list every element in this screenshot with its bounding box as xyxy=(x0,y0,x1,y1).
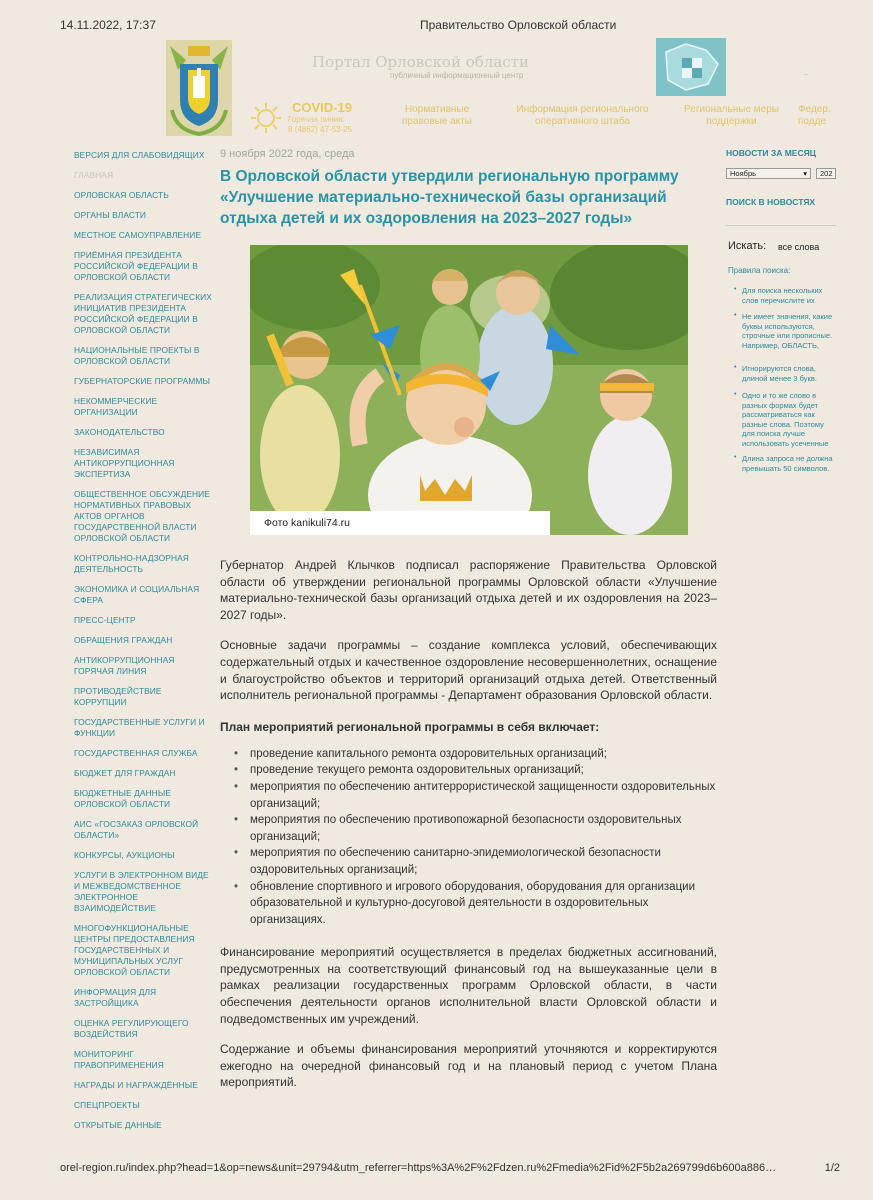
sidebar-item-control-supervision[interactable]: КОНТРОЛЬНО-НАДЗОРНАЯ ДЕЯТЕЛЬНОСТЬ xyxy=(74,553,189,574)
article-paragraph-2: Основные задачи программы – создание комплекса условий, обеспечивающих содержательный отдых и качественное оздоровление несовершеннолетних, оснащение и благоустройство объектов и территорий организаций отдыха детей. Ответственный исполнитель региональной программы - Департамент образования Орловской области. xyxy=(220,638,717,703)
search-scope[interactable]: все слова xyxy=(778,242,820,252)
sidebar-item-economy-social[interactable]: ЭКОНОМИКА И СОЦИАЛЬНАЯ СФЕРА xyxy=(74,584,200,605)
sidebar-nav xyxy=(74,150,214,1140)
bullet-icon: • xyxy=(734,454,737,461)
children-festival-image xyxy=(250,245,688,535)
plan-list xyxy=(220,746,717,929)
article-title: В Орловской области утвердили региональную программу «Улучшение материально-технической базы организаций отдыха детей и их оздоровления на 2023–2027 годы» xyxy=(220,168,679,227)
sidebar-item-legislation[interactable]: ЗАКОНОДАТЕЛЬСТВО xyxy=(74,427,165,437)
bullet-icon: • xyxy=(734,391,737,398)
article-date: 9 ноября 2022 года, среда xyxy=(220,148,355,160)
covid-title: COVID-19 xyxy=(292,100,352,115)
list-item: • обновление спортивного и игрового оборудования, оборудования для организации образовательной и культурно-досуговой деятельности в оздоровительных организациях. xyxy=(234,879,717,929)
sidebar-item-anticorruption[interactable]: ПРОТИВОДЕЙСТВИЕ КОРРУПЦИИ xyxy=(74,686,162,707)
print-page-number: 1/2 xyxy=(824,1162,840,1174)
covid-hotline-phone: 8 (4862) 47-53-25 xyxy=(288,125,353,134)
list-item: • проведение капитального ремонта оздоровительных организаций; xyxy=(234,746,717,763)
article-photo xyxy=(250,245,688,535)
chevron-down-icon: ▾ xyxy=(803,169,807,178)
search-input[interactable] xyxy=(726,218,836,226)
sidebar-item-goszakaz[interactable]: АИС «ГОСЗАКАЗ ОРЛОВСКОЙ ОБЛАСТИ» xyxy=(74,819,199,840)
site-subtitle: публичный информационный центр xyxy=(390,71,524,80)
nav-legal-acts[interactable]: Нормативные правовые акты xyxy=(402,104,472,127)
corner-dash: – xyxy=(804,70,809,79)
sidebar-item-citizen-appeals[interactable]: ОБРАЩЕНИЯ ГРАЖДАН xyxy=(74,635,173,645)
covid-hotline-banner[interactable] xyxy=(250,100,385,140)
list-item: • мероприятия по обеспечению противопожарной безопасности оздоровительных организаций; xyxy=(234,812,717,845)
sidebar-item-president-reception[interactable]: ПРИЁМНАЯ ПРЕЗИДЕНТА РОССИЙСКОЙ ФЕДЕРАЦИИ В ОРЛОВСКОЙ ОБЛАСТИ xyxy=(74,250,198,282)
nav-federal-support[interactable]: Федер. подде xyxy=(798,104,831,127)
sidebar-item-nonprofits[interactable]: НЕКОММЕРЧЕСКИЕ ОРГАНИЗАЦИИ xyxy=(74,396,158,417)
article-paragraph-4: Содержание и объемы финансирования мероприятий уточняются и корректируются ежегодно на очередной финансовый год и на плановый период с учетом Плана мероприятий. xyxy=(220,1042,717,1090)
article-paragraph-1: Губернатор Андрей Клычков подписал распоряжение Правительства Орловской области об утверждении региональной программы Орловской области «Улучшение материально-технической базы организаций отдыха детей и их оздоровления на 2023–2027 годы». xyxy=(220,558,717,622)
sidebar-item-developers[interactable]: ИНФОРМАЦИЯ ДЛЯ ЗАСТРОЙЩИКА xyxy=(74,987,157,1008)
photo-caption: Фото kanikuli74.ru xyxy=(250,511,550,535)
search-rule-2: Не имеет значения, какие буквы используются, строчные или прописные. Например, ОБЛАСТЬ, xyxy=(742,312,833,350)
sidebar-item-budget-citizens[interactable]: БЮДЖЕТ ДЛЯ ГРАЖДАН xyxy=(74,768,176,778)
nav-regional-support[interactable]: Региональные меры поддержки xyxy=(684,104,779,127)
search-rule-5: Длина запроса не должна превышать 50 символов. xyxy=(742,454,833,473)
covid-hotline-label: Горячая линия: xyxy=(288,115,345,124)
print-header xyxy=(60,18,840,34)
list-item: • мероприятия по обеспечению санитарно-эпидемиологической безопасности оздоровительных организаций; xyxy=(234,845,717,878)
sidebar-item-press-center[interactable]: ПРЕСС-ЦЕНТР xyxy=(74,615,136,625)
search-rules-title: Правила поиска: xyxy=(728,266,791,275)
sidebar-item-e-services[interactable]: УСЛУГИ В ЭЛЕКТРОННОМ ВИДЕ И МЕЖВЕДОМСТВЕННОЕ ЭЛЕКТРОННОЕ ВЗАИМОДЕЙСТВИЕ xyxy=(74,870,209,913)
sidebar-item-region[interactable]: ОРЛОВСКАЯ ОБЛАСТЬ xyxy=(74,190,169,200)
sidebar-item-mfc[interactable]: МНОГОФУНКЦИОНАЛЬНЫЕ ЦЕНТРЫ ПРЕДОСТАВЛЕНИЯ ГОСУДАРСТВЕННЫХ И МУНИЦИПАЛЬНЫХ УСЛУГ ОРЛОВСКОЙ ОБЛАСТИ xyxy=(74,923,195,977)
sidebar-item-authorities[interactable]: ОРГАНЫ ВЛАСТИ xyxy=(74,210,147,220)
sidebar-item-special-projects[interactable]: СПЕЦПРОЕКТЫ xyxy=(74,1100,140,1110)
year-select-value: 202 xyxy=(820,169,833,178)
sidebar-item-low-vision[interactable]: ВЕРСИЯ ДЛЯ СЛАБОВИДЯЩИХ xyxy=(74,150,205,160)
coat-of-arms-logo[interactable] xyxy=(166,40,232,136)
sidebar-item-home[interactable]: ГЛАВНАЯ xyxy=(74,170,114,180)
sidebar-item-open-data[interactable]: ОТКРЫТЫЕ ДАННЫЕ xyxy=(74,1120,162,1130)
sidebar-item-public-discussion[interactable]: ОБЩЕСТВЕННОЕ ОБСУЖДЕНИЕ НОРМАТИВНЫХ ПРАВОВЫХ АКТОВ ОРГАНОВ ГОСУДАРСТВЕННОЙ ВЛАСТИ ОРЛОВСКОЙ ОБЛАСТИ xyxy=(74,489,210,543)
sidebar-item-public-services[interactable]: ГОСУДАРСТВЕННЫЕ УСЛУГИ И ФУНКЦИИ xyxy=(74,717,205,738)
region-map-icon[interactable] xyxy=(656,38,726,96)
sidebar-item-national-projects[interactable]: НАЦИОНАЛЬНЫЕ ПРОЕКТЫ В ОРЛОВСКОЙ ОБЛАСТИ xyxy=(74,345,200,366)
search-rule-4: Одно и то же слово в разных формах будет рассматриваться как разные слова. Поэтому для поиска лучше использовать усеченные xyxy=(742,391,829,448)
month-select-value: Ноябрь xyxy=(730,169,757,178)
sidebar-item-awards[interactable]: НАГРАДЫ И НАГРАЖДЁННЫЕ xyxy=(74,1080,198,1090)
site-title[interactable]: Портал Орловской области xyxy=(312,53,529,71)
sidebar-item-anticorruption-hotline[interactable]: АНТИКОРРУПЦИОННАЯ ГОРЯЧАЯ ЛИНИЯ xyxy=(74,655,175,676)
sidebar-item-anticorruption-expertise[interactable]: НЕЗАВИСИМАЯ АНТИКОРРУПЦИОННАЯ ЭКСПЕРТИЗА xyxy=(74,447,175,479)
search-rule-1: Для поиска нескольких слов перечислите их xyxy=(742,286,823,305)
search-rule-3: Игнорируются слова, длиной менее 3 букв. xyxy=(742,364,817,383)
search-label: Искать: xyxy=(728,240,767,252)
bullet-icon: • xyxy=(734,286,737,293)
sidebar-item-strategic-initiatives[interactable]: РЕАЛИЗАЦИЯ СТРАТЕГИЧЕСКИХ ИНИЦИАТИВ ПРЕЗИДЕНТА РОССИЙСКОЙ ФЕДЕРАЦИИ В ОРЛОВСКОЙ ОБЛАСТИ xyxy=(74,292,212,335)
print-title: Правительство Орловской области xyxy=(420,18,617,32)
month-select[interactable] xyxy=(726,168,811,179)
news-month-heading: НОВОСТИ ЗА МЕСЯЦ xyxy=(726,148,816,158)
sidebar-item-civil-service[interactable]: ГОСУДАРСТВЕННАЯ СЛУЖБА xyxy=(74,748,198,758)
bullet-icon: • xyxy=(734,312,737,319)
print-date: 14.11.2022, 17:37 xyxy=(60,18,156,32)
sidebar-item-tenders[interactable]: КОНКУРСЫ, АУКЦИОНЫ xyxy=(74,850,175,860)
sidebar-item-regulatory-impact[interactable]: ОЦЕНКА РЕГУЛИРУЮЩЕГО ВОЗДЕЙСТВИЯ xyxy=(74,1018,189,1039)
sidebar-item-budget-data[interactable]: БЮДЖЕТНЫЕ ДАННЫЕ ОРЛОВСКОЙ ОБЛАСТИ xyxy=(74,788,172,809)
nav-operational-hq[interactable]: Информация регионального оперативного штаба xyxy=(516,104,649,127)
list-item: • мероприятия по обеспечению антитеррористической защищенности оздоровительных организаций; xyxy=(234,779,717,812)
bullet-icon: • xyxy=(734,364,737,371)
covid-sun-icon xyxy=(250,102,282,134)
sidebar-item-governor-programs[interactable]: ГУБЕРНАТОРСКИЕ ПРОГРАММЫ xyxy=(74,376,210,386)
sidebar-item-local-government[interactable]: МЕСТНОЕ САМОУПРАВЛЕНИЕ xyxy=(74,230,202,240)
year-select[interactable] xyxy=(816,168,836,179)
print-url: orel-region.ru/index.php?head=1&op=news&unit=29794&utm_referrer=https%3A%2F%2Fdzen.ru%2Fmedia%2Fid%2F5b2a269799d6b600a886… xyxy=(60,1162,777,1174)
sidebar-item-law-monitoring[interactable]: МОНИТОРИНГ ПРАВОПРИМЕНЕНИЯ xyxy=(74,1049,164,1070)
list-item: • проведение текущего ремонта оздоровительных организаций; xyxy=(234,762,717,779)
search-news-heading: ПОИСК В НОВОСТЯХ xyxy=(726,197,816,207)
plan-heading: План мероприятий региональной программы в себя включает: xyxy=(220,719,600,734)
article-paragraph-3: Финансирование мероприятий осуществляется в пределах бюджетных ассигнований, предусмотренных на соответствующий финансовый год на вышеуказанные цели в рамках реализации государственных программ Орловской области, в части обеспечения деятельности органов исполнительной власти Орловской области и подведомственных им учреждений. xyxy=(220,945,717,1026)
print-footer xyxy=(60,1162,840,1178)
article xyxy=(220,148,717,1091)
